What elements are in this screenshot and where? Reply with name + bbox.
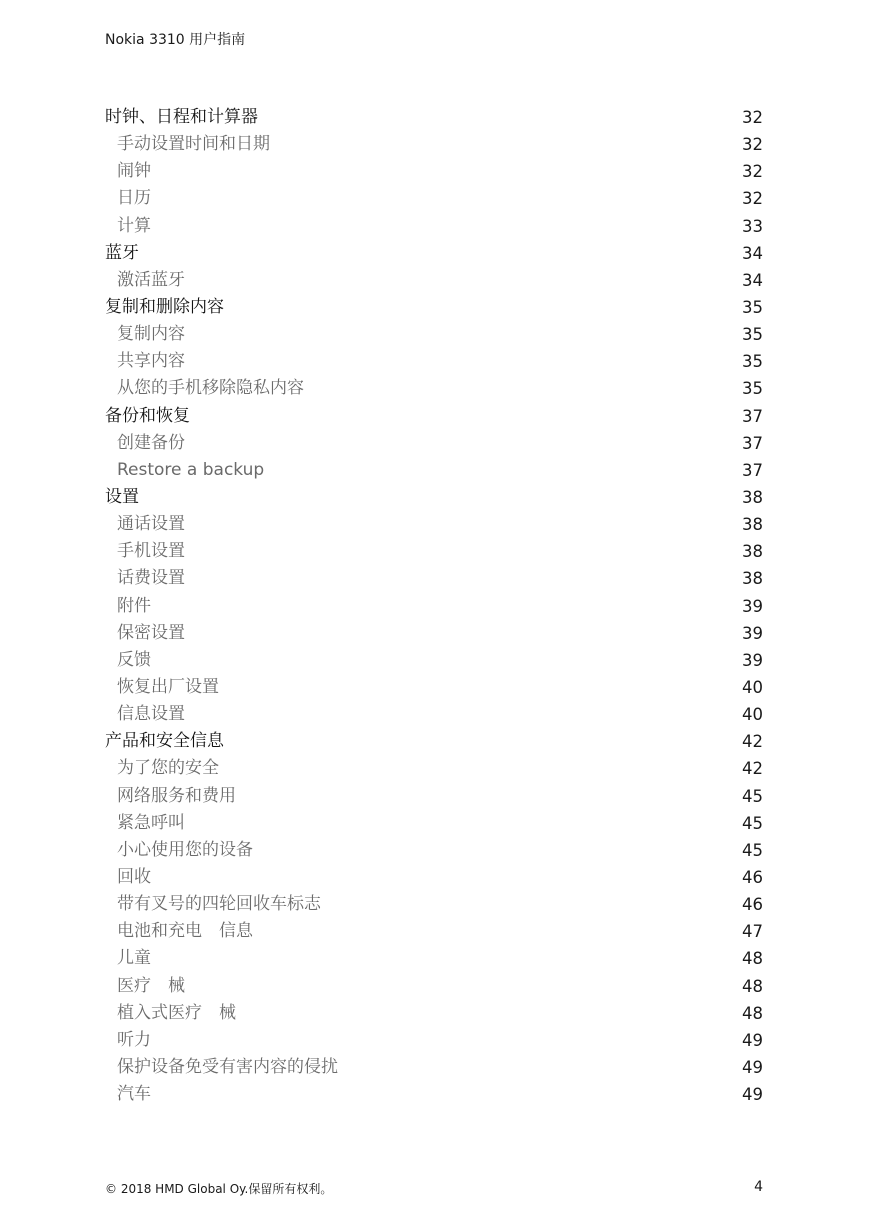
toc-subsection-entry[interactable] — [105, 348, 763, 375]
toc-entry-page-number: 35 — [742, 325, 763, 345]
toc-subsection-entry[interactable] — [105, 891, 763, 918]
toc-entry-title: 电池和充电 信息 — [117, 921, 253, 942]
table-of-contents — [105, 104, 763, 1108]
toc-entry-page-number: 39 — [742, 650, 763, 670]
toc-entry-page-number: 40 — [742, 705, 763, 725]
toc-entry-title: 网络服务和费用 — [117, 785, 236, 806]
toc-entry-page-number: 38 — [742, 542, 763, 562]
toc-section-entry[interactable] — [105, 403, 763, 430]
toc-entry-title: 时钟、日程和计算器 — [105, 107, 258, 127]
toc-subsection-entry[interactable] — [105, 1000, 763, 1027]
toc-subsection-entry[interactable] — [105, 620, 763, 647]
running-header: Nokia 3310 用户指南 — [105, 32, 246, 48]
toc-section-entry[interactable] — [105, 728, 763, 755]
toc-subsection-entry[interactable] — [105, 674, 763, 701]
toc-entry-title: 从您的手机移除隐私内容 — [117, 378, 304, 399]
toc-entry-title: 备份和恢复 — [105, 405, 190, 426]
toc-entry-title: 听力 — [117, 1029, 151, 1050]
toc-entry-page-number: 45 — [742, 813, 763, 833]
toc-entry-page-number: 37 — [742, 433, 763, 453]
toc-entry-title: 恢复出厂设置 — [117, 676, 219, 697]
toc-entry-page-number: 48 — [742, 1003, 763, 1023]
toc-entry-page-number: 45 — [742, 840, 763, 860]
toc-entry-page-number: 38 — [742, 487, 763, 507]
toc-subsection-entry[interactable] — [105, 131, 763, 158]
toc-entry-page-number: 37 — [742, 406, 763, 426]
toc-subsection-entry[interactable] — [105, 457, 763, 484]
toc-entry-page-number: 38 — [742, 515, 763, 535]
toc-subsection-entry[interactable] — [105, 375, 763, 402]
toc-entry-title: 保护设备免受有害内容的侵扰 — [117, 1056, 338, 1077]
toc-entry-page-number: 49 — [742, 1057, 763, 1077]
toc-subsection-entry[interactable] — [105, 810, 763, 837]
toc-subsection-entry[interactable] — [105, 538, 763, 565]
toc-subsection-entry[interactable] — [105, 945, 763, 972]
toc-subsection-entry[interactable] — [105, 1081, 763, 1108]
toc-entry-title: 医疗 械 — [117, 975, 185, 996]
toc-entry-page-number: 42 — [742, 759, 763, 779]
toc-entry-title: 话费设置 — [117, 568, 185, 589]
toc-entry-page-number: 32 — [742, 108, 763, 127]
toc-entry-page-number: 40 — [742, 677, 763, 697]
toc-entry-title: 手机设置 — [117, 541, 185, 562]
footer-copyright: © 2018 HMD Global Oy.保留所有权利。 — [105, 1182, 333, 1196]
toc-entry-title: 附件 — [117, 595, 151, 616]
footer-page-number: 4 — [754, 1179, 763, 1195]
toc-subsection-entry[interactable] — [105, 701, 763, 728]
toc-entry-page-number: 35 — [742, 352, 763, 372]
toc-entry-title: 复制和删除内容 — [105, 296, 224, 317]
toc-subsection-entry[interactable] — [105, 755, 763, 782]
toc-entry-title: 儿童 — [117, 948, 151, 969]
toc-entry-title: 闹钟 — [117, 161, 151, 182]
toc-entry-title: 设置 — [105, 486, 139, 507]
toc-entry-title: 保密设置 — [117, 622, 185, 643]
toc-section-entry[interactable] — [105, 104, 763, 131]
toc-entry-title: 小心使用您的设备 — [117, 839, 253, 860]
toc-entry-page-number: 37 — [742, 460, 763, 480]
toc-subsection-entry[interactable] — [105, 783, 763, 810]
toc-entry-page-number: 45 — [742, 786, 763, 806]
toc-entry-page-number: 35 — [742, 297, 763, 317]
toc-entry-page-number: 47 — [742, 922, 763, 942]
toc-subsection-entry[interactable] — [105, 185, 763, 212]
toc-subsection-entry[interactable] — [105, 647, 763, 674]
toc-entry-page-number: 32 — [742, 189, 763, 209]
toc-entry-page-number: 46 — [742, 895, 763, 915]
toc-entry-title: 带有叉号的四轮回收车标志 — [117, 894, 321, 915]
toc-subsection-entry[interactable] — [105, 837, 763, 864]
toc-entry-page-number: 46 — [742, 867, 763, 887]
toc-entry-page-number: 49 — [742, 1030, 763, 1050]
toc-entry-title: 汽车 — [117, 1084, 151, 1105]
toc-subsection-entry[interactable] — [105, 973, 763, 1000]
toc-subsection-entry[interactable] — [105, 918, 763, 945]
toc-entry-page-number: 48 — [742, 949, 763, 969]
toc-entry-page-number: 42 — [742, 732, 763, 752]
toc-entry-page-number: 38 — [742, 569, 763, 589]
toc-entry-title: 通话设置 — [117, 514, 185, 535]
toc-subsection-entry[interactable] — [105, 593, 763, 620]
toc-entry-title: 计算 — [117, 215, 151, 236]
toc-entry-page-number: 32 — [742, 135, 763, 155]
toc-entry-title: 创建备份 — [117, 432, 185, 453]
toc-entry-page-number: 48 — [742, 976, 763, 996]
toc-subsection-entry[interactable] — [105, 511, 763, 538]
toc-entry-page-number: 34 — [742, 270, 763, 290]
toc-subsection-entry[interactable] — [105, 565, 763, 592]
toc-entry-title: 蓝牙 — [105, 242, 139, 263]
toc-entry-title: 产品和安全信息 — [105, 731, 224, 752]
toc-entry-title: 复制内容 — [117, 324, 185, 345]
toc-section-entry[interactable] — [105, 240, 763, 267]
toc-entry-page-number: 33 — [742, 216, 763, 236]
toc-subsection-entry[interactable] — [105, 213, 763, 240]
toc-entry-title: 植入式医疗 械 — [117, 1002, 236, 1023]
toc-entry-page-number: 35 — [742, 379, 763, 399]
toc-entry-title: 日历 — [117, 188, 151, 209]
toc-subsection-entry[interactable] — [105, 1027, 763, 1054]
toc-subsection-entry[interactable] — [105, 321, 763, 348]
toc-entry-page-number: 39 — [742, 623, 763, 643]
toc-entry-title: 反馈 — [117, 649, 151, 670]
toc-entry-page-number: 49 — [742, 1085, 763, 1105]
toc-entry-page-number: 39 — [742, 596, 763, 616]
toc-section-entry[interactable] — [105, 294, 763, 321]
toc-subsection-entry[interactable] — [105, 1054, 763, 1081]
toc-subsection-entry[interactable] — [105, 430, 763, 457]
toc-entry-title: 激活蓝牙 — [117, 269, 185, 290]
toc-subsection-entry[interactable] — [105, 864, 763, 891]
toc-entry-title: 信息设置 — [117, 704, 185, 725]
toc-entry-title: 回收 — [117, 866, 151, 887]
toc-entry-title: Restore a backup — [117, 459, 265, 480]
toc-entry-title: 手动设置时间和日期 — [117, 134, 270, 155]
toc-entry-page-number: 34 — [742, 243, 763, 263]
toc-subsection-entry[interactable] — [105, 267, 763, 294]
toc-entry-page-number: 32 — [742, 162, 763, 182]
toc-entry-title: 紧急呼叫 — [117, 812, 185, 833]
toc-entry-title: 为了您的安全 — [117, 758, 219, 779]
toc-section-entry[interactable] — [105, 484, 763, 511]
toc-subsection-entry[interactable] — [105, 158, 763, 185]
toc-entry-title: 共享内容 — [117, 351, 185, 372]
